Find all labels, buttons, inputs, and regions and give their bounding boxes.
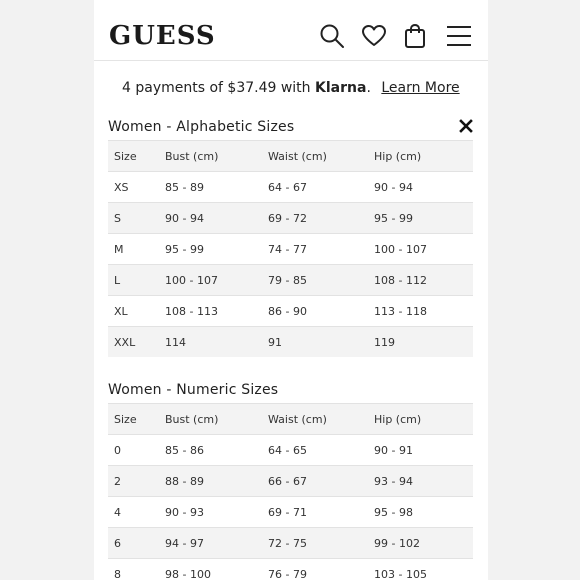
table-cell: 90 - 94 bbox=[368, 172, 473, 203]
table-cell: XL bbox=[108, 296, 159, 327]
table-cell: 91 bbox=[262, 327, 368, 358]
table-cell: 64 - 67 bbox=[262, 172, 368, 203]
table-cell: 113 - 118 bbox=[368, 296, 473, 327]
table-cell: 2 bbox=[108, 466, 159, 497]
column-header: Bust (cm) bbox=[159, 141, 262, 172]
table-row bbox=[108, 172, 473, 203]
table-cell: 69 - 72 bbox=[262, 203, 368, 234]
alphabetic-sizes-title: Women - Alphabetic Sizes bbox=[108, 119, 295, 135]
table-cell: 98 - 100 bbox=[159, 559, 262, 580]
promo-period: . bbox=[366, 80, 371, 96]
table-cell: 4 bbox=[108, 497, 159, 528]
learn-more-link[interactable]: Learn More bbox=[381, 80, 460, 96]
table-row bbox=[108, 435, 473, 466]
table-cell: 100 - 107 bbox=[159, 265, 262, 296]
table-cell: 72 - 75 bbox=[262, 528, 368, 559]
guess-logo[interactable]: GUESS bbox=[109, 21, 216, 51]
table-cell: 85 - 89 bbox=[159, 172, 262, 203]
column-header: Size bbox=[108, 404, 159, 435]
column-header: Hip (cm) bbox=[368, 404, 473, 435]
table-row bbox=[108, 234, 473, 265]
table-cell: M bbox=[108, 234, 159, 265]
column-header: Waist (cm) bbox=[262, 404, 368, 435]
table-cell: XS bbox=[108, 172, 159, 203]
numeric-sizes-title: Women - Numeric Sizes bbox=[108, 382, 279, 398]
table-cell: 108 - 113 bbox=[159, 296, 262, 327]
table-cell: 94 - 97 bbox=[159, 528, 262, 559]
search-icon[interactable] bbox=[318, 22, 346, 50]
table-cell: 119 bbox=[368, 327, 473, 358]
bag-icon[interactable] bbox=[401, 22, 429, 50]
column-header: Size bbox=[108, 141, 159, 172]
table-cell: 100 - 107 bbox=[368, 234, 473, 265]
numeric-size-table bbox=[108, 403, 473, 580]
table-header-row bbox=[108, 404, 473, 435]
table-cell: 86 - 90 bbox=[262, 296, 368, 327]
table-cell: S bbox=[108, 203, 159, 234]
table-cell: 0 bbox=[108, 435, 159, 466]
table-row bbox=[108, 559, 473, 580]
close-icon[interactable] bbox=[456, 116, 476, 136]
column-header: Hip (cm) bbox=[368, 141, 473, 172]
table-row bbox=[108, 466, 473, 497]
heart-icon[interactable] bbox=[360, 22, 388, 50]
klarna-brand: Klarna bbox=[315, 80, 367, 96]
table-row bbox=[108, 528, 473, 559]
klarna-promo bbox=[122, 78, 460, 98]
site-header bbox=[94, 0, 488, 61]
table-cell: 6 bbox=[108, 528, 159, 559]
table-cell: 99 - 102 bbox=[368, 528, 473, 559]
table-row bbox=[108, 296, 473, 327]
table-row bbox=[108, 265, 473, 296]
promo-text: 4 payments of $37.49 with bbox=[122, 80, 311, 96]
table-cell: 93 - 94 bbox=[368, 466, 473, 497]
table-cell: 74 - 77 bbox=[262, 234, 368, 265]
alphabetic-size-table bbox=[108, 140, 473, 357]
table-row bbox=[108, 327, 473, 358]
table-cell: 64 - 65 bbox=[262, 435, 368, 466]
table-cell: 76 - 79 bbox=[262, 559, 368, 580]
table-cell: 95 - 99 bbox=[368, 203, 473, 234]
table-cell: 69 - 71 bbox=[262, 497, 368, 528]
menu-icon[interactable] bbox=[445, 22, 473, 50]
table-cell: 66 - 67 bbox=[262, 466, 368, 497]
table-cell: 103 - 105 bbox=[368, 559, 473, 580]
column-header: Bust (cm) bbox=[159, 404, 262, 435]
table-cell: 108 - 112 bbox=[368, 265, 473, 296]
table-row bbox=[108, 203, 473, 234]
table-cell: 79 - 85 bbox=[262, 265, 368, 296]
column-header: Waist (cm) bbox=[262, 141, 368, 172]
table-cell: 85 - 86 bbox=[159, 435, 262, 466]
table-cell: XXL bbox=[108, 327, 159, 358]
table-header-row bbox=[108, 141, 473, 172]
table-cell: 95 - 98 bbox=[368, 497, 473, 528]
size-guide-page bbox=[94, 0, 488, 580]
table-cell: 114 bbox=[159, 327, 262, 358]
table-cell: L bbox=[108, 265, 159, 296]
table-cell: 8 bbox=[108, 559, 159, 580]
table-cell: 90 - 94 bbox=[159, 203, 262, 234]
table-row bbox=[108, 497, 473, 528]
table-cell: 95 - 99 bbox=[159, 234, 262, 265]
table-cell: 90 - 93 bbox=[159, 497, 262, 528]
table-cell: 88 - 89 bbox=[159, 466, 262, 497]
table-cell: 90 - 91 bbox=[368, 435, 473, 466]
